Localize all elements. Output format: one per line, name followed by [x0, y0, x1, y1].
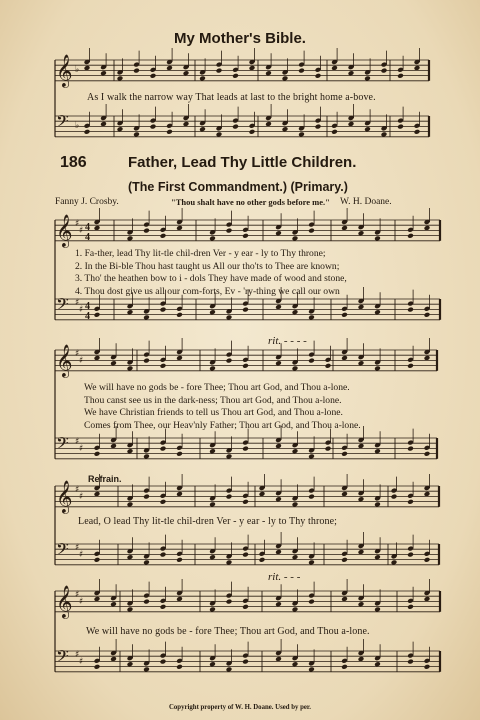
hymn-subtitle: (The First Commandment.) (Primary.) — [128, 180, 348, 194]
note-head — [160, 659, 167, 665]
note-head — [216, 68, 223, 74]
sharp-icon: ♯ — [75, 543, 80, 553]
note-head — [242, 446, 249, 452]
note-head — [133, 68, 140, 74]
note-head — [94, 451, 101, 457]
time-signature: 4 — [85, 232, 90, 243]
sharp-icon: ♯ — [75, 298, 80, 308]
refrain-line-1: Lead, O lead Thy lit-tle chil-dren Ver - y ear - ly to Thy throne; — [78, 516, 338, 527]
note-head — [298, 68, 305, 74]
sharp-icon: ♯ — [79, 550, 84, 560]
clef-icon: 𝄢 — [56, 646, 69, 670]
note-head — [160, 363, 167, 369]
note-head — [341, 557, 348, 563]
sharp-icon: ♯ — [75, 219, 80, 229]
note-head — [242, 233, 249, 239]
note-head — [150, 73, 157, 79]
note-head — [424, 451, 431, 457]
clef-icon: 𝄞 — [56, 344, 73, 377]
note-head — [397, 73, 404, 79]
top-hymn-lyric: As I walk the narrow way That leads at last to the bright home a-bove. — [87, 92, 376, 103]
note-head — [407, 499, 414, 505]
note-head — [407, 659, 414, 665]
second-line: Comes from Thee, our Heav'nly Father; Thou art God, and Thou a-lone. — [84, 419, 361, 431]
note-head — [308, 494, 315, 500]
note-head — [176, 557, 183, 563]
second-line: Thou canst see us in the dark-ness; Thou art God, and Thou a-lone. — [84, 394, 342, 406]
note-head — [325, 446, 332, 452]
epigraph: "Thou shalt have no other gods before me." — [171, 197, 330, 207]
note-head — [143, 494, 150, 500]
note-head — [249, 129, 256, 135]
note-head — [232, 73, 239, 79]
note-head — [242, 552, 249, 558]
clef-icon: 𝄢 — [56, 433, 69, 457]
sharp-icon: ♯ — [79, 226, 84, 236]
clef-icon: 𝄞 — [56, 214, 73, 247]
note-head — [341, 451, 348, 457]
clef-icon: 𝄢 — [56, 539, 69, 563]
second-line: We will have no gods be - fore Thee; Thou art God, and Thou a-lone. — [84, 382, 350, 393]
note-head — [407, 307, 414, 313]
note-head — [143, 358, 150, 364]
note-head — [94, 664, 101, 670]
verse-line: 1. Fa-ther, lead Thy lit-tle chil-dren Ver - y ear - ly to Thy throne; — [75, 248, 326, 259]
note-head — [160, 446, 167, 452]
note-head — [308, 358, 315, 364]
note-head — [166, 129, 173, 135]
note-head — [381, 68, 388, 74]
sharp-icon: ♯ — [75, 650, 80, 660]
sharp-icon: ♯ — [79, 597, 84, 607]
note-head — [308, 599, 315, 605]
note-head — [143, 228, 150, 234]
note-head — [242, 499, 249, 505]
rit-mark: rit. - - - - — [268, 335, 307, 347]
note-head — [226, 228, 233, 234]
verse-line: 3. Tho' the heathen bow to i - dols They have made of wood and stone, — [75, 273, 347, 285]
note-head — [160, 307, 167, 313]
hymn-title: Father, Lead Thy Little Children. — [128, 154, 357, 171]
note-head — [242, 604, 249, 610]
top-hymn-title: My Mother's Bible. — [174, 30, 306, 47]
note-head — [315, 73, 322, 79]
note-head — [160, 604, 167, 610]
clef-icon: 𝄞 — [56, 54, 73, 87]
sharp-icon: ♯ — [79, 305, 84, 315]
note-head — [407, 233, 414, 239]
copyright-notice: Copyright property of W. H. Doane. Used by per. — [169, 704, 311, 711]
time-signature: 4 — [85, 311, 90, 322]
clef-icon: 𝄞 — [56, 480, 73, 513]
note-head — [424, 312, 431, 318]
note-head — [325, 363, 332, 369]
note-head — [407, 446, 414, 452]
note-head — [94, 557, 101, 563]
sharp-icon: ♯ — [79, 444, 84, 454]
flat-icon: ♭ — [75, 65, 80, 75]
note-head — [176, 664, 183, 670]
note-head — [226, 494, 233, 500]
note-head — [160, 499, 167, 505]
note-head — [407, 604, 414, 610]
sharp-icon: ♯ — [79, 657, 84, 667]
verse-line: 4. Thou dost give us all our com-forts, Ev - 'ry-thing we call our own — [75, 285, 340, 297]
sharp-icon: ♯ — [79, 492, 84, 502]
verse-line: 2. In the Bi-ble Thou hast taught us All our tho'ts to Thee are known; — [75, 260, 340, 272]
note-head — [176, 451, 183, 457]
note-head — [160, 233, 167, 239]
sharp-icon: ♯ — [75, 349, 80, 359]
note-head — [242, 307, 249, 313]
sharp-icon: ♯ — [75, 485, 80, 495]
note-head — [176, 312, 183, 318]
note-head — [242, 363, 249, 369]
note-head — [226, 599, 233, 605]
note-head — [414, 129, 421, 135]
time-signature: 4 — [85, 301, 90, 312]
clef-icon: 𝄞 — [56, 585, 73, 618]
hymn-number: 186 — [60, 154, 87, 171]
note-head — [341, 664, 348, 670]
clef-icon: 𝄢 — [56, 111, 69, 135]
note-head — [391, 494, 398, 500]
note-head — [242, 659, 249, 665]
note-head — [226, 358, 233, 364]
note-head — [308, 228, 315, 234]
note-head — [160, 552, 167, 558]
refrain-rit-mark: rit. - - - — [268, 571, 301, 583]
sharp-icon: ♯ — [75, 590, 80, 600]
note-head — [150, 124, 157, 130]
flat-icon: ♭ — [75, 121, 80, 131]
note-head — [407, 552, 414, 558]
note-head — [407, 363, 414, 369]
refrain-label: Refrain. — [88, 474, 122, 484]
note-head — [331, 129, 338, 135]
sharp-icon: ♯ — [79, 356, 84, 366]
note-head — [143, 599, 150, 605]
clef-icon: 𝄢 — [56, 294, 69, 318]
note-head — [397, 124, 404, 130]
sharp-icon: ♯ — [75, 437, 80, 447]
note-head — [232, 124, 239, 130]
note-head — [259, 557, 266, 563]
refrain-line-2: We will have no gods be - fore Thee; Thou art God, and Thou a-lone. — [86, 626, 370, 637]
second-line: We have Christian friends to tell us Thou art God, and Thou a-lone. — [84, 407, 343, 419]
time-signature: 4 — [85, 222, 90, 233]
author-credit: Fanny J. Crosby. — [55, 197, 119, 207]
composer-credit: W. H. Doane. — [340, 197, 392, 207]
note-head — [341, 312, 348, 318]
note-head — [424, 664, 431, 670]
note-head — [315, 124, 322, 130]
note-head — [94, 312, 101, 318]
note-head — [424, 557, 431, 563]
note-head — [84, 129, 91, 135]
